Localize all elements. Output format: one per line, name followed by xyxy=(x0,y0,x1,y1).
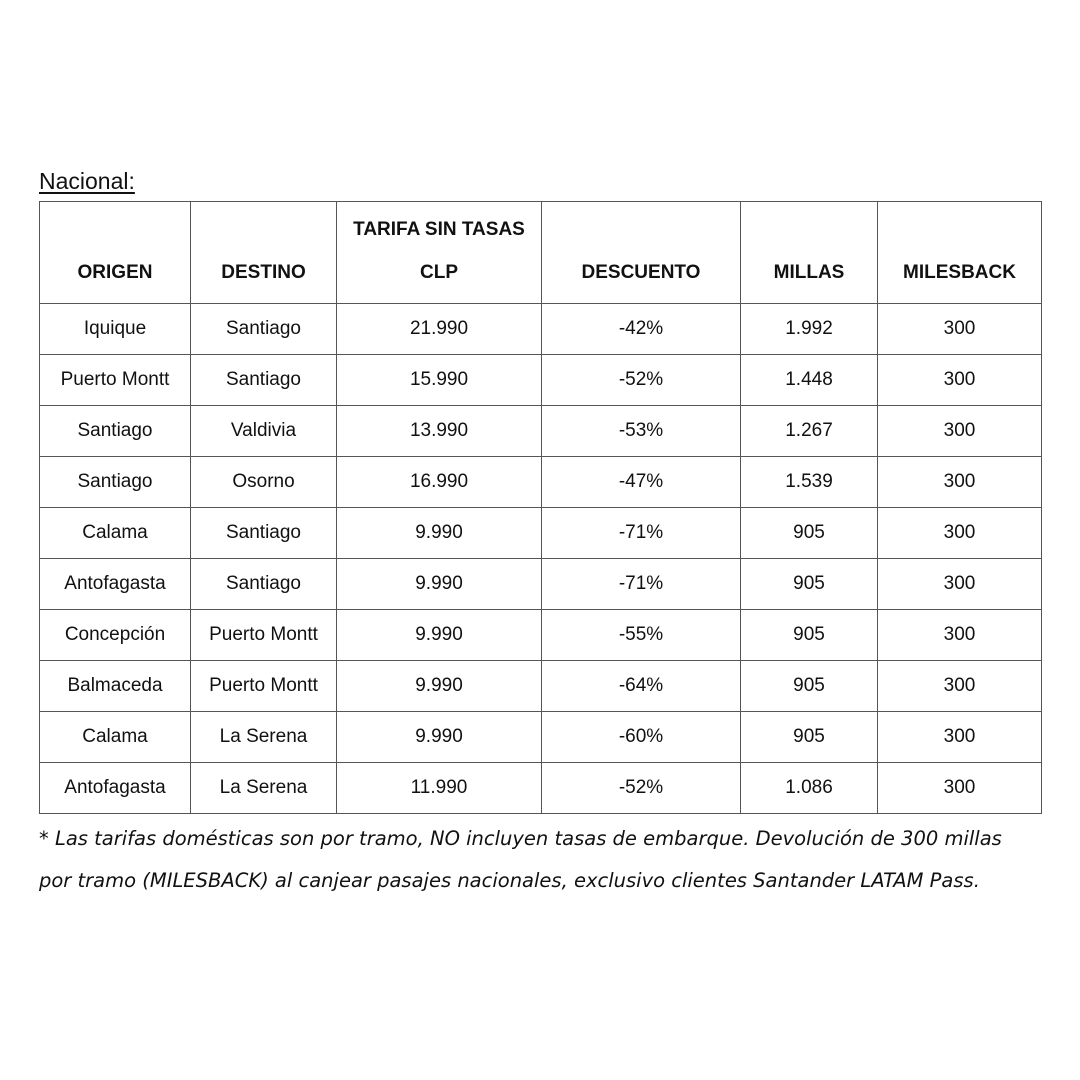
table-row xyxy=(40,559,1042,610)
cell-tarifa: 9.990 xyxy=(337,610,542,661)
cell-origen: Concepción xyxy=(40,610,191,661)
cell-tarifa: 9.990 xyxy=(337,508,542,559)
table-row xyxy=(40,406,1042,457)
cell-descuento: -47% xyxy=(542,457,741,508)
cell-origen: Santiago xyxy=(40,406,191,457)
cell-destino: Valdivia xyxy=(191,406,337,457)
table-row xyxy=(40,661,1042,712)
cell-tarifa: 13.990 xyxy=(337,406,542,457)
cell-origen: Santiago xyxy=(40,457,191,508)
cell-destino: La Serena xyxy=(191,712,337,763)
cell-destino: Santiago xyxy=(191,559,337,610)
table-header-row xyxy=(40,202,1042,304)
cell-destino: Santiago xyxy=(191,355,337,406)
header-millas: MILLAS xyxy=(741,202,878,304)
cell-origen: Calama xyxy=(40,508,191,559)
table-row xyxy=(40,712,1042,763)
cell-milesback: 300 xyxy=(878,661,1042,712)
cell-descuento: -53% xyxy=(542,406,741,457)
cell-origen: Balmaceda xyxy=(40,661,191,712)
table-row xyxy=(40,355,1042,406)
cell-descuento: -71% xyxy=(542,508,741,559)
cell-descuento: -52% xyxy=(542,763,741,814)
header-descuento: DESCUENTO xyxy=(542,202,741,304)
cell-milesback: 300 xyxy=(878,559,1042,610)
table-row xyxy=(40,610,1042,661)
cell-millas: 1.448 xyxy=(741,355,878,406)
cell-tarifa: 21.990 xyxy=(337,304,542,355)
section-title: Nacional: xyxy=(39,168,135,194)
cell-origen: Antofagasta xyxy=(40,559,191,610)
cell-destino: La Serena xyxy=(191,763,337,814)
cell-tarifa: 11.990 xyxy=(337,763,542,814)
cell-tarifa: 15.990 xyxy=(337,355,542,406)
table-body xyxy=(40,304,1042,814)
cell-milesback: 300 xyxy=(878,712,1042,763)
cell-millas: 905 xyxy=(741,610,878,661)
cell-origen: Iquique xyxy=(40,304,191,355)
table-row xyxy=(40,457,1042,508)
cell-milesback: 300 xyxy=(878,457,1042,508)
cell-millas: 1.539 xyxy=(741,457,878,508)
fares-table xyxy=(39,201,1042,814)
cell-milesback: 300 xyxy=(878,610,1042,661)
header-tarifa: TARIFA SIN TASAS CLP xyxy=(337,202,542,304)
cell-origen: Antofagasta xyxy=(40,763,191,814)
header-milesback: MILESBACK xyxy=(878,202,1042,304)
cell-destino: Puerto Montt xyxy=(191,661,337,712)
cell-millas: 905 xyxy=(741,661,878,712)
cell-origen: Calama xyxy=(40,712,191,763)
cell-tarifa: 16.990 xyxy=(337,457,542,508)
cell-tarifa: 9.990 xyxy=(337,661,542,712)
table-row xyxy=(40,304,1042,355)
cell-descuento: -64% xyxy=(542,661,741,712)
table-row xyxy=(40,508,1042,559)
cell-origen: Puerto Montt xyxy=(40,355,191,406)
cell-destino: Santiago xyxy=(191,508,337,559)
cell-destino: Santiago xyxy=(191,304,337,355)
cell-milesback: 300 xyxy=(878,406,1042,457)
cell-millas: 1.992 xyxy=(741,304,878,355)
cell-milesback: 300 xyxy=(878,763,1042,814)
cell-millas: 905 xyxy=(741,508,878,559)
cell-millas: 1.086 xyxy=(741,763,878,814)
cell-milesback: 300 xyxy=(878,355,1042,406)
cell-descuento: -60% xyxy=(542,712,741,763)
cell-descuento: -42% xyxy=(542,304,741,355)
header-destino: DESTINO xyxy=(191,202,337,304)
cell-descuento: -52% xyxy=(542,355,741,406)
cell-millas: 905 xyxy=(741,559,878,610)
cell-descuento: -55% xyxy=(542,610,741,661)
cell-milesback: 300 xyxy=(878,304,1042,355)
cell-destino: Puerto Montt xyxy=(191,610,337,661)
header-origen: ORIGEN xyxy=(40,202,191,304)
footnote: * Las tarifas domésticas son por tramo, NO incluyen tasas de embarque. Devolución de 300 millas por tramo (MILESBACK) al canjear pasajes nacionales, exclusivo clientes Santander LATAM Pass. xyxy=(39,827,1002,892)
cell-tarifa: 9.990 xyxy=(337,712,542,763)
cell-tarifa: 9.990 xyxy=(337,559,542,610)
cell-milesback: 300 xyxy=(878,508,1042,559)
cell-descuento: -71% xyxy=(542,559,741,610)
cell-millas: 905 xyxy=(741,712,878,763)
table-row xyxy=(40,763,1042,814)
cell-destino: Osorno xyxy=(191,457,337,508)
cell-millas: 1.267 xyxy=(741,406,878,457)
